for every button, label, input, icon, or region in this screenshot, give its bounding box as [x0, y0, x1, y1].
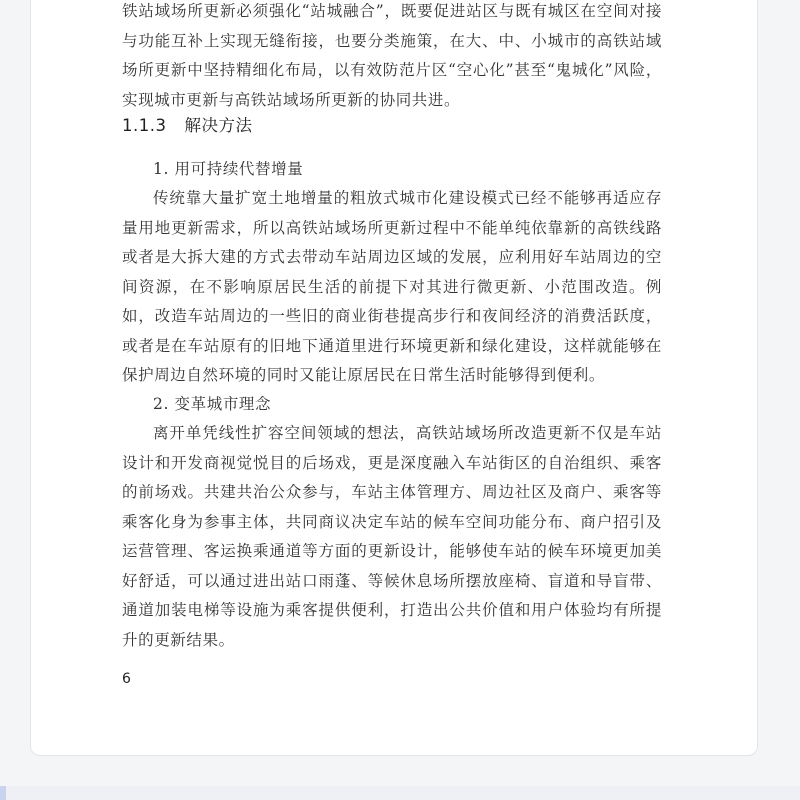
section-title: 解决方法	[184, 116, 253, 135]
section-heading	[122, 112, 252, 136]
document-page	[30, 0, 758, 756]
item1-title: 1. 用可持续代替增量	[153, 160, 304, 178]
item2-paragraph: 离开单凭线性扩容空间领域的想法，高铁站域场所改造更新不仅是车站设计和开发商视觉悦目的后场戏，更是深度融入车站街区的自治组织、乘客的前场戏。共建共治公众参与，车站主体管理方、周边社区及商户、乘客等乘客化身为参事主体，共同商议决定车站的候车空间功能分布、商户招引及运营管理、客运换乘通道等方面的更新设计，能够使车站的候车环境更加美好舒适，可以通过进出站口雨蓬、等候休息场所摆放座椅、盲道和导盲带、通道加装电梯等设施为乘客提供便利，打造出公共价值和用户体验均有所提升的更新结果。	[122, 424, 662, 649]
scroll-marker	[0, 786, 6, 800]
section-number: 1.1.3	[122, 116, 167, 135]
page-number: 6	[122, 671, 131, 687]
item2-title: 2. 变革城市理念	[153, 395, 272, 413]
top-paragraph: 铁站域场所更新必须强化“站城融合”，既要促进站区与既有城区在空间对接与功能互补上实现无缝衔接，也要分类施策，在大、中、小城市的高铁站域场所更新中坚持精细化布局，以有效防范片区“空心化”甚至“鬼城化”风险，实现城市更新与高铁站域场所更新的协同共进。	[122, 2, 662, 109]
item1-paragraph: 传统靠大量扩宽土地增量的粗放式城市化建设模式已经不能够再适应存量用地更新需求，所以高铁站域场所更新过程中不能单纯依靠新的高铁线路或者是大拆大建的方式去带动车站周边区域的发展，应利用好车站周边的空间资源，在不影响原居民生活的前提下对其进行微更新、小范围改造。例如，改造车站周边的一些旧的商业街巷提高步行和夜间经济的消费活跃度，或者是在车站原有的旧地下通道里进行环境更新和绿化建设，这样就能够在保护周边自然环境的同时又能让原居民在日常生活时能够得到便利。	[122, 189, 662, 384]
next-page-edge	[0, 786, 800, 800]
